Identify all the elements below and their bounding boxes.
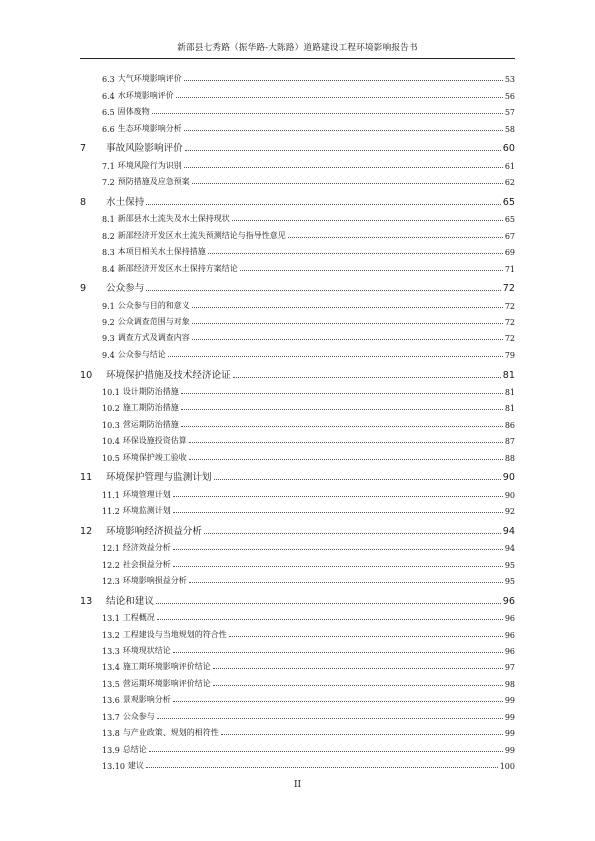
- dot-leader: [168, 356, 503, 357]
- toc-entry-number: 8.1: [102, 215, 115, 225]
- dot-leader: [181, 393, 503, 394]
- running-header: 新邵县七秀路（振华路-大陈路）道路建设工程环境影响报告书: [177, 43, 418, 53]
- toc-section-entry[interactable]: [80, 738, 515, 754]
- toc-entry-title: 环境管理计划: [122, 489, 171, 499]
- dot-leader: [189, 459, 503, 460]
- toc-entry-number: 6.3: [102, 75, 115, 85]
- toc-entry-number: 8.2: [102, 231, 115, 241]
- toc-section-entry[interactable]: [80, 343, 515, 359]
- toc-section-entry[interactable]: [80, 241, 515, 257]
- toc-section-entry[interactable]: [80, 483, 515, 499]
- toc-entry-page: 99: [504, 712, 515, 722]
- toc-section-entry[interactable]: [80, 381, 515, 397]
- toc-section-entry[interactable]: [80, 294, 515, 310]
- toc-section-entry[interactable]: [80, 537, 515, 553]
- toc-entry-page: 94: [504, 544, 515, 554]
- toc-entry-number: 10: [80, 369, 93, 381]
- dot-leader: [213, 685, 503, 686]
- toc-entry-page: 58: [504, 124, 515, 134]
- toc-section-entry[interactable]: [80, 623, 515, 639]
- toc-entry-number: 13.3: [102, 646, 120, 656]
- toc-entry-title: 环境现状结论: [122, 645, 171, 655]
- toc-chapter-entry[interactable]: [80, 463, 515, 484]
- toc-entry-number: 13.4: [102, 663, 120, 673]
- toc-entry-page: 96: [504, 630, 515, 640]
- dot-leader: [176, 97, 503, 98]
- toc-section-entry[interactable]: [80, 689, 515, 705]
- toc-entry-page: 62: [504, 178, 515, 188]
- toc-section-entry[interactable]: [80, 171, 515, 187]
- toc-entry-number: 9.1: [102, 301, 115, 311]
- dot-leader: [146, 204, 500, 205]
- toc-chapter-entry[interactable]: [80, 360, 515, 381]
- toc-entry-title: 新邵经济开发区水土流失预测结论与指导性意见: [117, 230, 286, 240]
- page-number: II: [293, 780, 302, 790]
- toc-entry-page: 71: [504, 264, 515, 274]
- toc-entry-page: 65: [504, 215, 515, 225]
- toc-entry-title: 施工期防治措施: [122, 403, 179, 413]
- toc-entry-title: 生态环境影响分析: [117, 123, 182, 133]
- toc-entry-page: 72: [504, 301, 515, 311]
- toc-entry-number: 13.5: [102, 679, 120, 689]
- toc-section-entry[interactable]: [80, 430, 515, 446]
- toc-section-entry[interactable]: [80, 311, 515, 327]
- toc-section-entry[interactable]: [80, 68, 515, 84]
- toc-entry-page: 92: [504, 507, 515, 517]
- dot-leader: [204, 533, 501, 534]
- dot-leader: [157, 619, 503, 620]
- toc-section-entry[interactable]: [80, 672, 515, 688]
- dot-leader: [192, 307, 503, 308]
- dot-leader: [173, 701, 503, 702]
- toc-entry-title: 环境影响经济损益分析: [106, 525, 202, 537]
- toc-entry-page: 100: [499, 762, 515, 772]
- dot-leader: [181, 426, 503, 427]
- toc-entry-page: 57: [504, 108, 515, 118]
- toc-section-entry[interactable]: [80, 656, 515, 672]
- toc-entry-title: 社会损益分析: [122, 559, 171, 569]
- toc-entry-title: 水环境影响评价: [117, 90, 174, 100]
- toc-chapter-entry[interactable]: [80, 516, 515, 537]
- toc-section-entry[interactable]: [80, 257, 515, 273]
- toc-entry-number: 12.3: [102, 577, 120, 587]
- toc-section-entry[interactable]: [80, 327, 515, 343]
- toc-entry-title: 固体废物: [117, 107, 150, 117]
- toc-entry-title: 公众调查范围与对象: [117, 317, 190, 327]
- toc-entry-number: 8: [80, 196, 87, 208]
- toc-entry-title: 景观影响分析: [122, 695, 171, 705]
- toc-entry-page: 99: [504, 696, 515, 706]
- toc-entry-title: 环境保护措施及技术经济论证: [106, 369, 231, 381]
- toc-entry-title: 预防措施及应急预案: [117, 177, 190, 187]
- toc-entry-title: 与产业政策、规划的相符性: [122, 728, 219, 738]
- toc-section-entry[interactable]: [80, 84, 515, 100]
- toc-entry-title: 环境保护管理与监测计划: [106, 472, 212, 484]
- toc-entry-number: 13: [80, 595, 93, 607]
- toc-entry-title: 公众参与: [122, 711, 155, 721]
- toc-entry-title: 本项目相关水土保持措施: [117, 247, 206, 257]
- toc-entry-title: 营运期环境影响评价结论: [122, 678, 211, 688]
- toc-entry-number: 11: [80, 472, 93, 484]
- toc-section-entry[interactable]: [80, 117, 515, 133]
- toc-section-entry[interactable]: [80, 705, 515, 721]
- dot-leader: [184, 130, 503, 131]
- toc-entry-title: 公众参与: [106, 283, 145, 295]
- toc-entry-number: 13.6: [102, 696, 120, 706]
- toc-entry-number: 11.1: [102, 490, 120, 500]
- toc-entry-page: 98: [504, 679, 515, 689]
- dot-leader: [181, 409, 503, 410]
- toc-entry-page: 61: [504, 161, 515, 171]
- toc-entry-page: 72: [502, 283, 515, 295]
- dot-leader: [173, 496, 503, 497]
- toc-section-entry[interactable]: [80, 413, 515, 429]
- toc-section-entry[interactable]: [80, 607, 515, 623]
- toc-entry-page: 94: [502, 525, 515, 537]
- dot-leader: [221, 734, 503, 735]
- toc-entry-page: 96: [504, 614, 515, 624]
- dot-leader: [152, 113, 503, 114]
- toc-entry-number: 8.3: [102, 248, 115, 258]
- dot-leader: [184, 80, 503, 81]
- toc-entry-page: 88: [504, 453, 515, 463]
- toc-entry-page: 87: [504, 437, 515, 447]
- dot-leader: [185, 150, 501, 151]
- dot-leader: [189, 442, 503, 443]
- toc-entry-title: 总结论: [122, 744, 147, 754]
- toc-section-entry[interactable]: [80, 446, 515, 462]
- dot-leader: [173, 566, 503, 567]
- toc-entry-title: 新邵县水土流失及水土保持现状: [117, 214, 230, 224]
- toc-entry-page: 72: [504, 334, 515, 344]
- toc-entry-page: 81: [504, 404, 515, 414]
- toc-entry-title: 设计期防治措施: [122, 386, 179, 396]
- dot-leader: [192, 323, 503, 324]
- toc-entry-title: 经济效益分析: [122, 543, 171, 553]
- toc-entry-page: 99: [504, 745, 515, 755]
- dot-leader: [288, 237, 503, 238]
- toc-chapter-entry[interactable]: [80, 586, 515, 607]
- toc-section-entry[interactable]: [80, 553, 515, 569]
- toc-entry-title: 环境影响损益分析: [122, 576, 187, 586]
- toc-entry-title: 工程概况: [122, 613, 155, 623]
- toc-entry-page: 53: [504, 75, 515, 85]
- toc-entry-title: 结论和建议: [106, 595, 154, 607]
- toc-entry-number: 12: [80, 525, 93, 537]
- toc-entry-title: 新邵经济开发区水土保持方案结论: [117, 263, 238, 273]
- toc-entry-title: 环境风险行为识别: [117, 160, 182, 170]
- dot-leader: [189, 582, 503, 583]
- header-rule: [80, 58, 515, 59]
- toc-section-entry[interactable]: [80, 640, 515, 656]
- toc-entry-number: 7: [80, 143, 87, 155]
- toc-entry-title: 环境监测计划: [122, 506, 171, 516]
- toc-section-entry[interactable]: [80, 397, 515, 413]
- toc-chapter-entry[interactable]: [80, 187, 515, 208]
- toc-entry-title: 事故风险影响评价: [106, 143, 183, 155]
- toc-entry-number: 9.2: [102, 318, 115, 328]
- dot-leader: [173, 512, 503, 513]
- dot-leader: [192, 183, 503, 184]
- toc-entry-page: 96: [502, 595, 515, 607]
- dot-leader: [208, 253, 503, 254]
- toc-entry-page: 81: [502, 369, 515, 381]
- toc-section-entry[interactable]: [80, 208, 515, 224]
- toc-entry-page: 90: [504, 490, 515, 500]
- toc-section-entry[interactable]: [80, 101, 515, 117]
- toc-entry-number: 10.5: [102, 453, 120, 463]
- toc-entry-number: 12.1: [102, 544, 120, 554]
- dot-leader: [157, 718, 503, 719]
- toc-entry-page: 95: [504, 560, 515, 570]
- toc-entry-page: 81: [504, 387, 515, 397]
- toc-entry-number: 9: [80, 283, 87, 295]
- toc-entry-page: 95: [504, 577, 515, 587]
- toc-entry-number: 10.4: [102, 437, 120, 447]
- dot-leader: [156, 603, 501, 604]
- toc-entry-page: 56: [504, 91, 515, 101]
- toc-chapter-entry[interactable]: [80, 274, 515, 295]
- toc-entry-title: 工程建设与当地规划的符合性: [122, 629, 227, 639]
- toc-entry-number: 7.2: [102, 178, 115, 188]
- toc-entry-title: 建议: [127, 761, 144, 771]
- dot-leader: [173, 549, 503, 550]
- toc-section-entry[interactable]: [80, 722, 515, 738]
- dot-leader: [214, 479, 501, 480]
- toc-section-entry[interactable]: [80, 570, 515, 586]
- toc-entry-number: 10.3: [102, 420, 120, 430]
- toc-entry-number: 13.7: [102, 712, 120, 722]
- dot-leader: [232, 220, 503, 221]
- toc-entry-number: 13.2: [102, 630, 120, 640]
- toc-entry-number: 9.4: [102, 350, 115, 360]
- dot-leader: [149, 751, 503, 752]
- toc-entry-number: 11.2: [102, 507, 120, 517]
- toc-entry-title: 施工期环境影响评价结论: [122, 662, 211, 672]
- dot-leader: [173, 652, 503, 653]
- dot-leader: [146, 767, 498, 768]
- toc-entry-title: 调查方式及调查内容: [117, 333, 190, 343]
- toc-entry-number: 9.3: [102, 334, 115, 344]
- toc-entry-title: 营运期防治措施: [122, 419, 179, 429]
- dot-leader: [229, 636, 503, 637]
- toc-entry-title: 环境保护竣工验收: [122, 452, 187, 462]
- toc-entry-title: 水土保持: [106, 196, 145, 208]
- toc-entry-number: 7.1: [102, 161, 115, 171]
- toc-entry-page: 79: [504, 350, 515, 360]
- toc-entry-page: 60: [502, 143, 515, 155]
- toc-entry-number: 6.5: [102, 108, 115, 118]
- toc-entry-title: 大气环境影响评价: [117, 74, 182, 84]
- toc-entry-page: 72: [504, 318, 515, 328]
- dot-leader: [233, 377, 501, 378]
- toc-entry-title: 公众参与目的和意义: [117, 300, 190, 310]
- toc-entry-number: 12.2: [102, 560, 120, 570]
- toc-entry-number: 8.4: [102, 264, 115, 274]
- toc-entry-number: 6.6: [102, 124, 115, 134]
- toc-entry-title: 公众参与结论: [117, 349, 166, 359]
- toc-entry-number: 10.2: [102, 404, 120, 414]
- toc-entry-page: 86: [504, 420, 515, 430]
- dot-leader: [146, 290, 500, 291]
- dot-leader: [240, 270, 503, 271]
- toc-entry-page: 96: [504, 646, 515, 656]
- toc-entry-page: 99: [504, 729, 515, 739]
- toc-section-entry[interactable]: [80, 755, 515, 771]
- toc-entry-number: 10.1: [102, 387, 120, 397]
- toc-section-entry[interactable]: [80, 154, 515, 170]
- toc-entry-title: 环保设施投资估算: [122, 436, 187, 446]
- toc-entry-number: 13.9: [102, 745, 120, 755]
- toc-entry-page: 97: [504, 663, 515, 673]
- toc-entry-number: 13.8: [102, 729, 120, 739]
- dot-leader: [213, 668, 503, 669]
- toc-entry-number: 13.10: [102, 762, 125, 772]
- toc-entry-page: 65: [502, 196, 515, 208]
- toc-section-entry[interactable]: [80, 500, 515, 516]
- toc-section-entry[interactable]: [80, 224, 515, 240]
- toc-entry-number: 13.1: [102, 614, 120, 624]
- toc-entry-page: 90: [502, 472, 515, 484]
- dot-leader: [184, 167, 503, 168]
- toc-chapter-entry[interactable]: [80, 134, 515, 155]
- toc-entry-page: 67: [504, 231, 515, 241]
- table-of-contents: [80, 68, 515, 771]
- toc-entry-number: 6.4: [102, 91, 115, 101]
- toc-entry-page: 69: [504, 248, 515, 258]
- dot-leader: [192, 339, 503, 340]
